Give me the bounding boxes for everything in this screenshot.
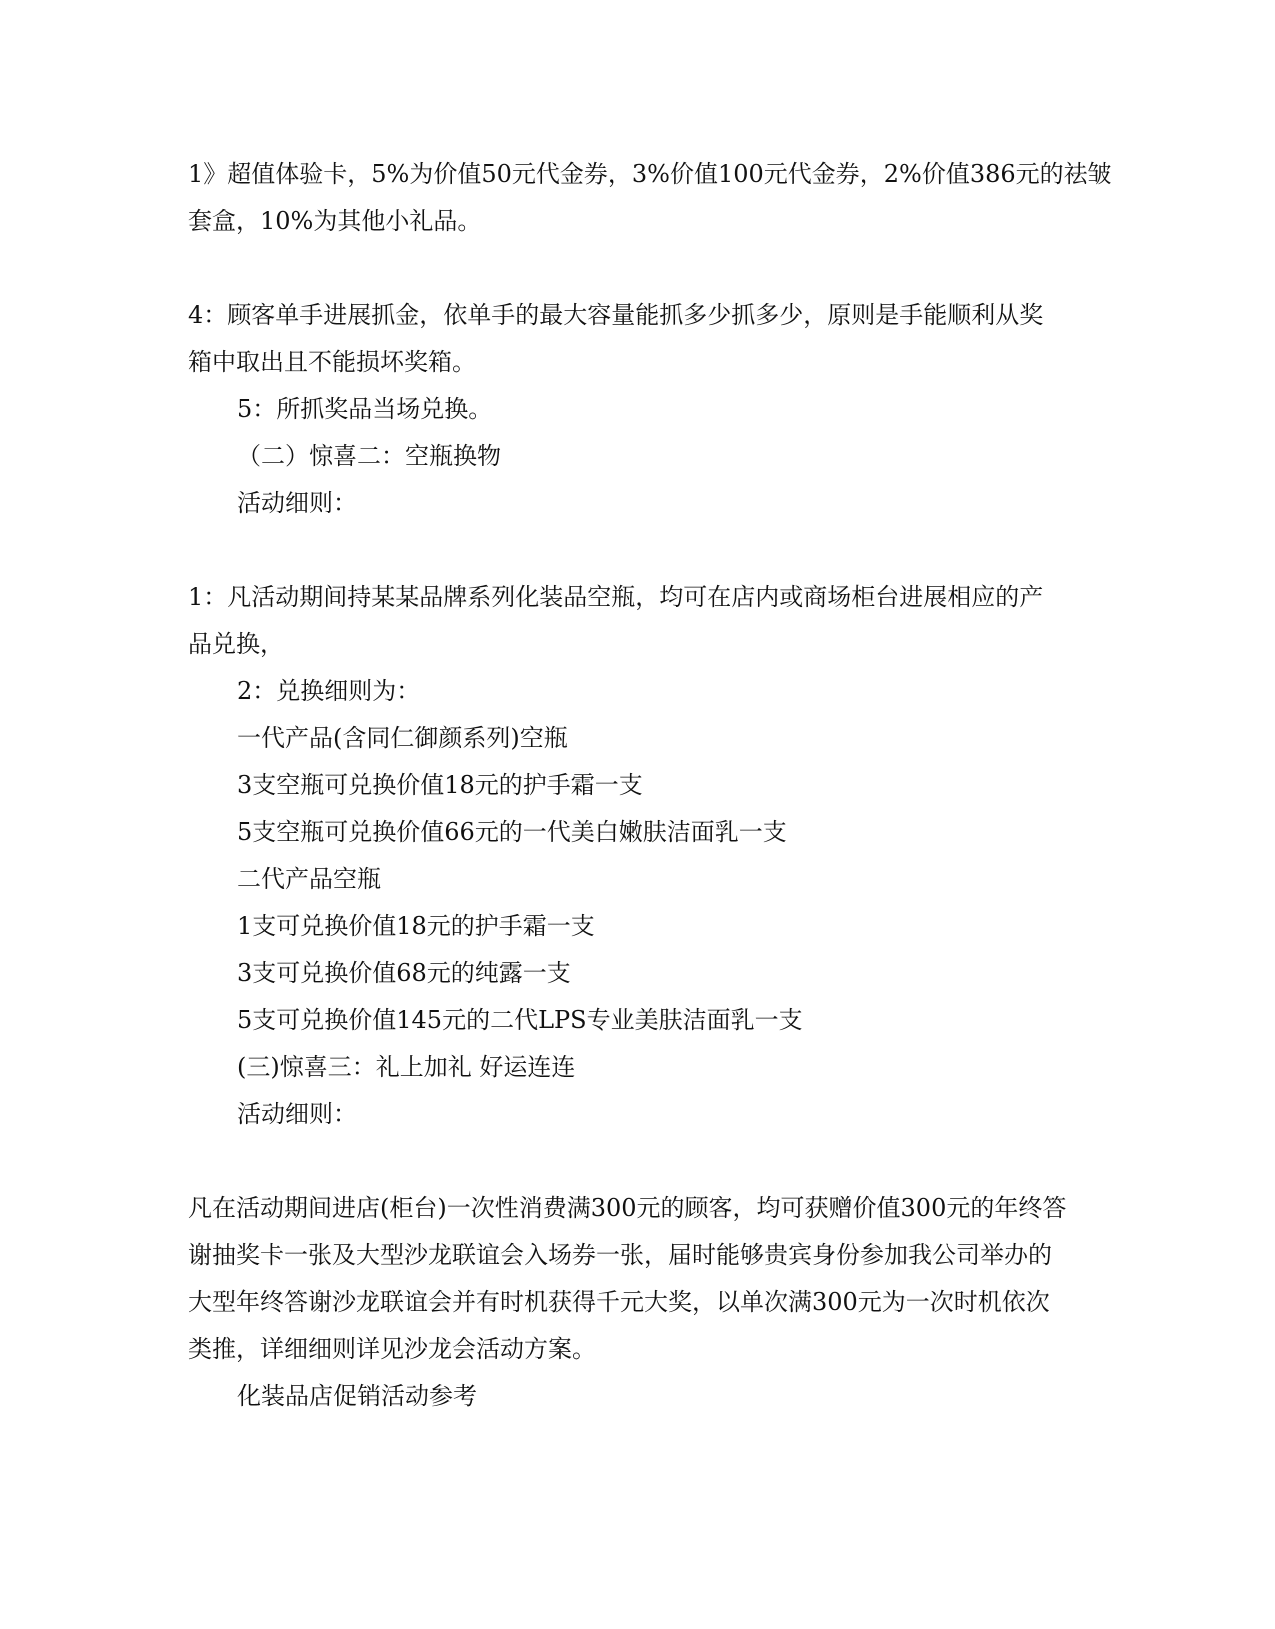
paragraph-line: 2：兑换细则为： — [237, 677, 421, 705]
list-item: 1支可兑换价值18元的护手霜一支 — [237, 912, 595, 940]
paragraph-line: 1》超值体验卡，5%为价值50元代金券，3%价值100元代金券，2%价值386元的祛皱 — [188, 160, 1112, 188]
list-item: 3支空瓶可兑换价值18元的护手霜一支 — [237, 771, 643, 799]
list-item: 5支可兑换价值145元的二代LPS专业美肤洁面乳一支 — [237, 1006, 803, 1034]
paragraph-line: 凡在活动期间进店(柜台)一次性消费满300元的顾客，均可获赠价值300元的年终答 — [188, 1194, 1067, 1222]
paragraph-line: 4：顾客单手进展抓金，依单手的最大容量能抓多少抓多少，原则是手能顺利从奖 — [188, 301, 1044, 329]
section-heading: （二）惊喜二：空瓶换物 — [237, 442, 501, 470]
list-item: 3支可兑换价值68元的纯露一支 — [237, 959, 571, 987]
list-item: 一代产品(含同仁御颜系列)空瓶 — [237, 724, 568, 752]
paragraph-line: 1：凡活动期间持某某品牌系列化装品空瓶，均可在店内或商场柜台进展相应的产 — [188, 583, 1044, 611]
paragraph-line: 品兑换， — [188, 630, 284, 658]
paragraph-line: 谢抽奖卡一张及大型沙龙联谊会入场券一张，届时能够贵宾身份参加我公司举办的 — [188, 1241, 1052, 1269]
paragraph-line: 箱中取出且不能损坏奖箱。 — [188, 348, 476, 376]
paragraph-line: 大型年终答谢沙龙联谊会并有时机获得千元大奖，以单次满300元为一次时机依次 — [188, 1288, 1050, 1316]
subheading: 活动细则： — [237, 1100, 357, 1128]
paragraph-line: 套盒，10%为其他小礼品。 — [188, 207, 482, 235]
paragraph-line: 类推，详细细则详见沙龙会活动方案。 — [188, 1335, 596, 1363]
subheading: 活动细则： — [237, 489, 357, 517]
list-item: 5支空瓶可兑换价值66元的一代美白嫩肤洁面乳一支 — [237, 818, 787, 846]
paragraph-line: 5：所抓奖品当场兑换。 — [237, 395, 493, 423]
section-heading: (三)惊喜三：礼上加礼 好运连连 — [237, 1053, 576, 1081]
list-item: 二代产品空瓶 — [237, 865, 381, 893]
document-title-footer: 化装品店促销活动参考 — [237, 1382, 477, 1410]
